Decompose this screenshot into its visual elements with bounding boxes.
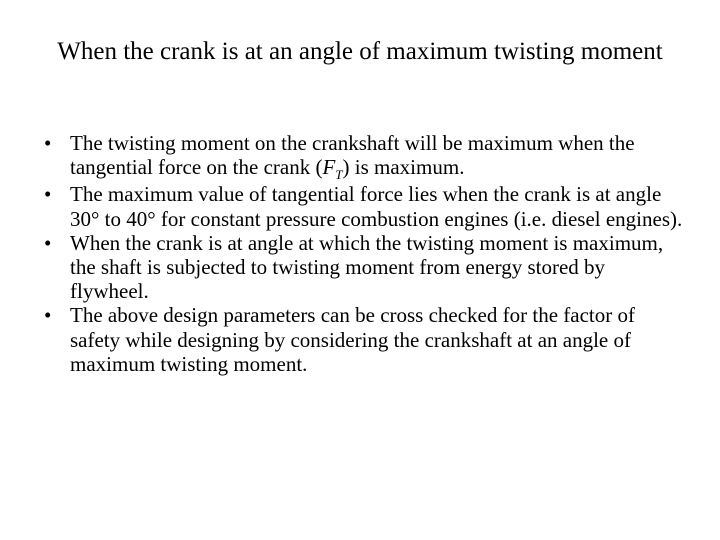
bullet-marker: • — [44, 303, 52, 328]
bullet-text — [70, 131, 635, 183]
bullet-text: The above design parameters can be cross checked for the factor of safety while designing by considering the crankshaft at an angle of maximum twisting moment. — [70, 303, 635, 376]
bullet-item — [44, 303, 684, 376]
bullet-marker: • — [44, 182, 52, 207]
slide-title: When the crank is at an angle of maximum twisting moment — [57, 38, 663, 65]
bullet-item — [44, 231, 684, 304]
force-subscript: T — [335, 167, 343, 183]
bullet-text: When the crank is at angle at which the twisting moment is maximum, the shaft is subjected to twisting moment from energy stored by flywheel. — [70, 230, 664, 304]
bullet-list — [44, 131, 684, 376]
bullet-marker: • — [44, 230, 52, 255]
bullet-text: The maximum value of tangential force lies when the crank is at angle 30° to 40° for constant pressure combustion engines (i.e. diesel engines). — [70, 182, 683, 231]
bullet-item — [44, 131, 684, 182]
bullet-item — [44, 182, 684, 230]
bullet-text-part: The twisting moment on the crankshaft will be maximum when the tangential force on the crank ( — [70, 131, 635, 180]
bullet-marker: • — [44, 131, 52, 155]
bullet-text-part: ) is maximum. — [342, 155, 465, 180]
force-symbol: F — [322, 155, 336, 180]
